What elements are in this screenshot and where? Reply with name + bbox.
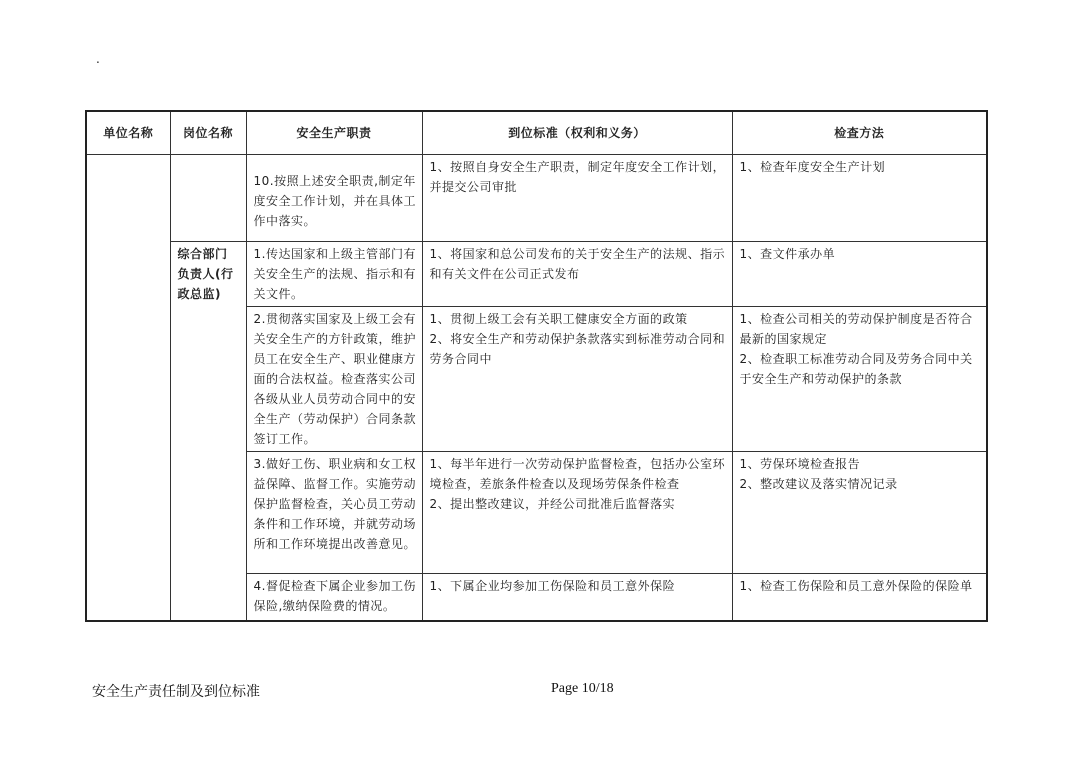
- position-name-line: 综合部门: [177, 247, 228, 261]
- check-line: 1、检查公司相关的劳动保护制度是否符合最新的国家规定: [739, 312, 973, 346]
- check-line: 2、整改建议及落实情况记录: [739, 477, 898, 491]
- standard-cell: [422, 307, 732, 452]
- header-standard: 到位标准（权利和义务）: [422, 111, 732, 155]
- position-name-cell: [170, 242, 246, 621]
- duty-cell: 3.做好工伤、职业病和女工权益保障、监督工作。实施劳动保护监督检查，关心员工劳动条件和工作环境，并就劳动场所和工作环境提出改善意见。: [246, 452, 422, 574]
- check-line: 1、劳保环境检查报告: [739, 457, 861, 471]
- header-safety-duty: 安全生产职责: [246, 111, 422, 155]
- position-name-line: 负责人(行: [177, 267, 234, 281]
- standard-cell: 1、将国家和总公司发布的关于安全生产的法规、指示和有关文件在公司正式发布: [422, 242, 732, 307]
- duty-cell: 1.传达国家和上级主管部门有关安全生产的法规、指示和有关文件。: [246, 242, 422, 307]
- table-header-row: [86, 111, 987, 155]
- position-cell-empty: [170, 155, 246, 242]
- check-line: 2、检查职工标准劳动合同及劳务合同中关于安全生产和劳动保护的条款: [739, 352, 973, 386]
- responsibility-table: [85, 110, 988, 622]
- unit-name-cell: [86, 155, 170, 621]
- footer-page-number: Page 10/18: [551, 681, 614, 696]
- table-row: [86, 155, 987, 242]
- position-name-line: 政总监): [177, 287, 221, 301]
- standard-cell: 1、下属企业均参加工伤保险和员工意外保险: [422, 574, 732, 621]
- check-cell: [732, 307, 987, 452]
- table-row: [86, 242, 987, 307]
- check-cell: 1、检查工伤保险和员工意外保险的保险单: [732, 574, 987, 621]
- footer-document-title: 安全生产责任制及到位标准: [92, 684, 260, 700]
- standard-line: 2、提出整改建议，并经公司批准后监督落实: [429, 497, 676, 511]
- header-check-method: 检查方法: [732, 111, 987, 155]
- duty-cell: 2.贯彻落实国家及上级工会有关安全生产的方针政策，维护员工在安全生产、职业健康方面的合法权益。检查落实公司各级从业人员劳动合同中的安全生产（劳动保护）合同条款签订工作。: [246, 307, 422, 452]
- standard-cell: [422, 452, 732, 574]
- duty-cell: 4.督促检查下属企业参加工伤保险,缴纳保险费的情况。: [246, 574, 422, 621]
- check-cell: 1、查文件承办单: [732, 242, 987, 307]
- standard-line: 1、贯彻上级工会有关职工健康安全方面的政策: [429, 312, 688, 326]
- header-mark: .: [96, 52, 100, 66]
- duty-cell: 10.按照上述安全职责,制定年度安全工作计划，并在具体工作中落实。: [246, 155, 422, 242]
- header-unit-name: 单位名称: [86, 111, 170, 155]
- header-position-name: 岗位名称: [170, 111, 246, 155]
- check-cell: 1、检查年度安全生产计划: [732, 155, 987, 242]
- standard-cell: 1、按照自身安全生产职责，制定年度安全工作计划，并提交公司审批: [422, 155, 732, 242]
- standard-line: 2、将安全生产和劳动保护条款落实到标准劳动合同和劳务合同中: [429, 332, 726, 366]
- standard-line: 1、每半年进行一次劳动保护监督检查，包括办公室环境检查，差旅条件检查以及现场劳保条件检查: [429, 457, 726, 491]
- check-cell: [732, 452, 987, 574]
